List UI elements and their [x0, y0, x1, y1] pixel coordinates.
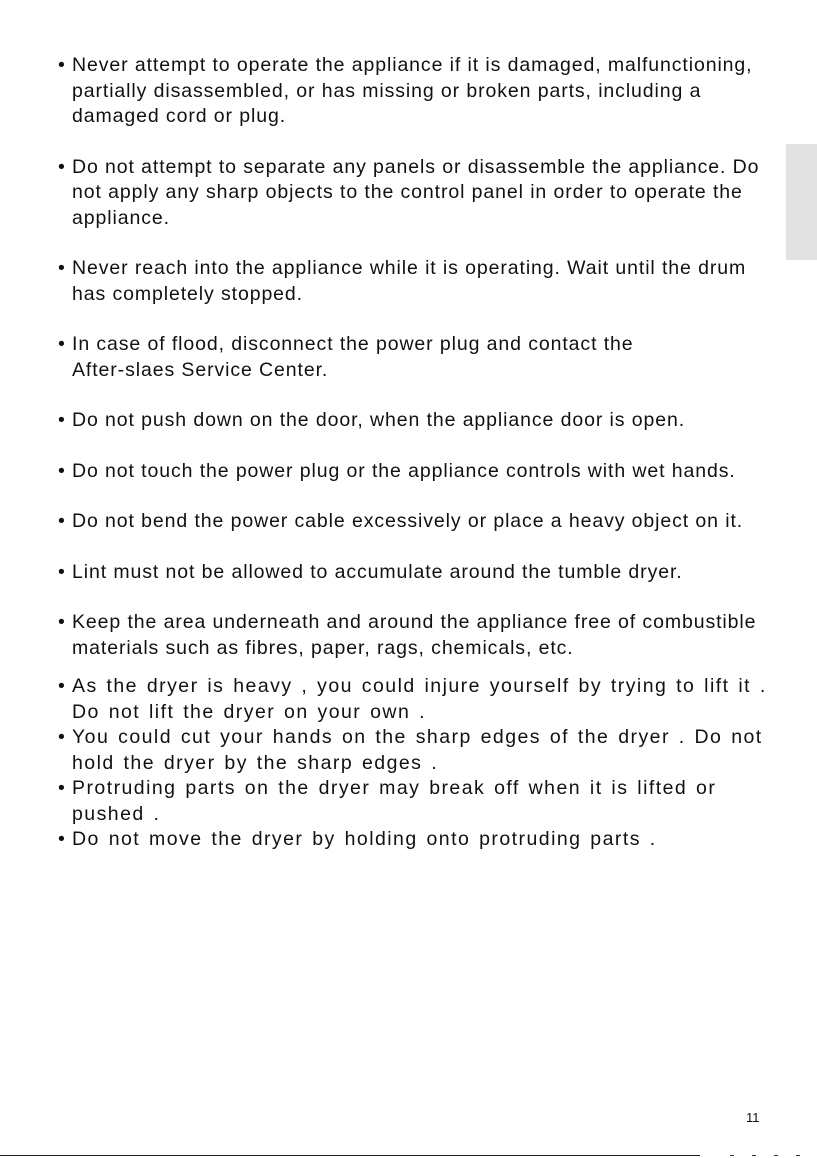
bullet-icon: •: [58, 409, 66, 431]
bullet-icon: •: [58, 459, 66, 482]
warning-text: You could cut your hands on the sharp edges of the dryer . Do not hold the dryer by the sharp edges .: [72, 726, 763, 774]
footer-rule: [0, 1155, 700, 1156]
bullet-icon: •: [58, 726, 67, 748]
bullet-icon: •: [58, 510, 66, 532]
bullet-icon: •: [58, 777, 67, 799]
warning-item: [56, 256, 776, 307]
warning-text: In case of flood, disconnect the power plug and contact the After-slaes Service Center.: [72, 333, 634, 381]
bullet-icon: •: [58, 54, 66, 76]
warning-text: Never attempt to operate the appliance if it is damaged, malfunctioning, partially disassembled, or has missing or broken parts, including a damaged cord or plug.: [72, 54, 753, 127]
warning-item: [56, 53, 776, 130]
warning-item: [56, 459, 776, 485]
section-tab-marker: [786, 144, 817, 260]
warning-item: [56, 408, 776, 434]
warning-text: Do not push down on the door, when the appliance door is open.: [72, 409, 686, 431]
warnings-content: [56, 53, 776, 853]
warning-text: Do not bend the power cable excessively or place a heavy object on it.: [72, 510, 744, 532]
warning-text: Lint must not be allowed to accumulate around the tumble dryer.: [72, 560, 683, 583]
lifting-warning-item: [56, 827, 776, 853]
bullet-icon: •: [58, 333, 66, 355]
warning-text: Protruding parts on the dryer may break off when it is lifted or pushed .: [72, 777, 717, 825]
warning-text: Do not move the dryer by holding onto protruding parts .: [72, 828, 657, 850]
warning-item: [56, 155, 776, 232]
safety-warnings-list: [56, 53, 776, 661]
page-number: 11: [746, 1110, 760, 1125]
warning-text: Do not touch the power plug or the appliance controls with wet hands.: [72, 459, 736, 482]
bullet-icon: •: [58, 611, 66, 633]
warning-text: As the dryer is heavy , you could injure yourself by trying to lift it . Do not lift the dryer on your own .: [72, 675, 767, 723]
lifting-warnings-list: [56, 674, 776, 853]
bullet-icon: •: [58, 257, 66, 279]
warning-item: [56, 332, 776, 383]
warning-item: [56, 560, 776, 586]
footer-tick-marks: [730, 1155, 817, 1156]
warning-item: [56, 610, 776, 661]
bullet-icon: •: [58, 155, 66, 178]
warning-text: Never reach into the appliance while it is operating. Wait until the drum has completely stopped.: [72, 257, 747, 305]
bullet-icon: •: [58, 560, 66, 583]
lifting-warning-item: [56, 674, 776, 725]
lifting-warning-item: [56, 776, 776, 827]
lifting-warning-item: [56, 725, 776, 776]
bullet-icon: •: [58, 828, 67, 850]
warning-text: Keep the area underneath and around the appliance free of combustible materials such as fibres, paper, rags, chemicals, etc.: [72, 611, 757, 659]
warning-text: Do not attempt to separate any panels or disassemble the appliance. Do not apply any sharp objects to the control panel in order to operate the appliance.: [72, 155, 760, 229]
warning-item: [56, 509, 776, 535]
bullet-icon: •: [58, 675, 67, 697]
